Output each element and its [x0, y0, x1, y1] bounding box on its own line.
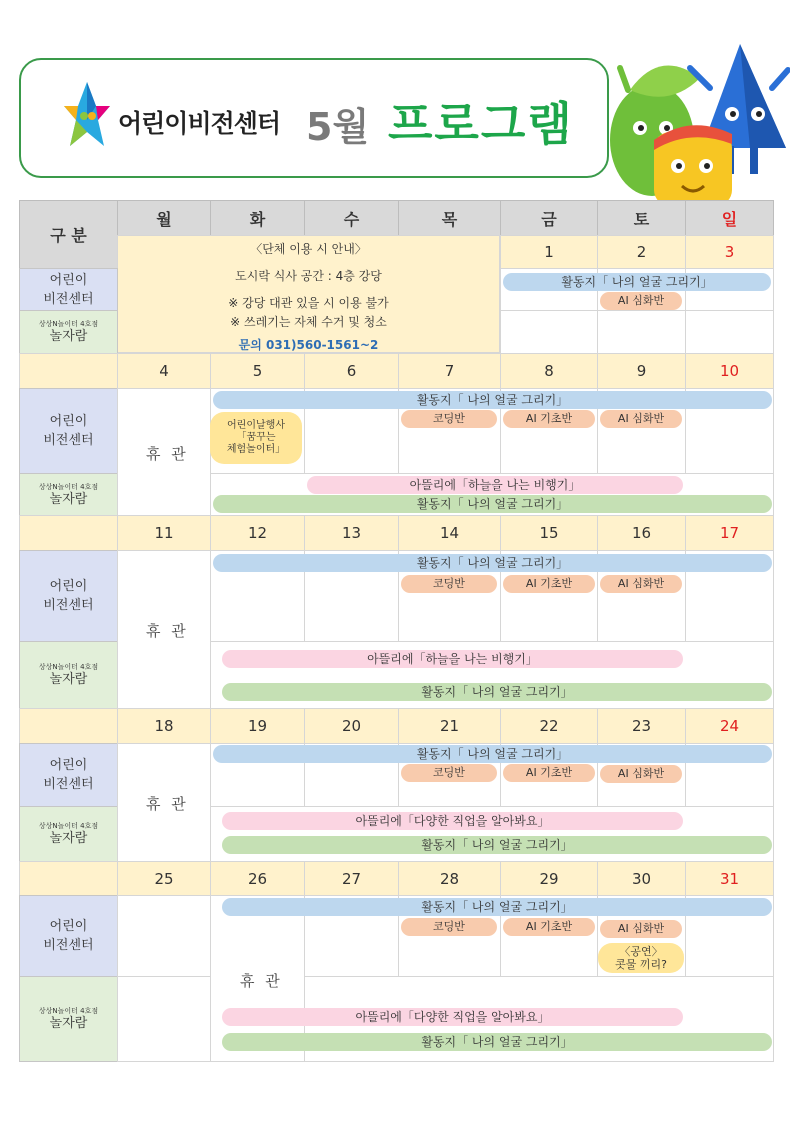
- date-cell-sunday: 10: [685, 353, 774, 389]
- program-face-drawing: 활동지「 나의 얼굴 그리기」: [222, 898, 772, 916]
- date-cell: 27: [304, 861, 399, 896]
- row-label-playground: 상상N놀이터 4호점 놀자람: [19, 473, 118, 516]
- row-label-playground: 상상N놀이터 4호점 놀자람: [19, 641, 118, 709]
- program-face-drawing: 활동지「 나의 얼굴 그리기」: [213, 495, 772, 513]
- date-cell: 25: [117, 861, 211, 896]
- corner-header: 구 분: [19, 200, 118, 269]
- date-cell: 18: [117, 708, 211, 744]
- program-ai-advanced: AI 심화반: [600, 765, 682, 783]
- program-atelier-jobs: 아뜰리에「다양한 직업을 알아봐요」: [222, 812, 683, 830]
- event-childrens-day: 어린이날행사 「꿈꾸는 체험놀이터」: [210, 412, 302, 464]
- logo-star-icon: [62, 80, 112, 152]
- row-label-vision-center: 어린이 비전센터: [19, 895, 118, 977]
- program-atelier-airplane: 아뜰리에「하늘을 나는 비행기」: [307, 476, 683, 494]
- date-cell: 12: [210, 515, 305, 551]
- closed-label: 휴 관: [146, 622, 189, 640]
- notice-rule-2: ※ 쓰레기는 자체 수거 및 청소: [230, 315, 387, 329]
- day-header-wed: 수: [304, 200, 399, 236]
- date-cell: 13: [304, 515, 399, 551]
- date-cell: 9: [597, 353, 686, 389]
- program-atelier-jobs: 아뜰리에「다양한 직업을 알아봐요」: [222, 1008, 683, 1026]
- program-face-drawing: 활동지「 나의 얼굴 그리기」: [222, 836, 772, 854]
- date-cell: 14: [398, 515, 501, 551]
- day-header-fri: 금: [500, 200, 598, 236]
- program-coding: 코딩반: [401, 918, 497, 936]
- day-header-sat: 토: [597, 200, 686, 236]
- date-cell: 22: [500, 708, 598, 744]
- row-label-vision-center: 어린이 비전센터: [19, 550, 118, 642]
- date-cell: 11: [117, 515, 211, 551]
- date-cell: 29: [500, 861, 598, 896]
- program-ai-basic: AI 기초반: [503, 410, 595, 428]
- row-label-vision-center: 어린이 비전센터: [19, 388, 118, 474]
- day-header-thu: 목: [398, 200, 501, 236]
- row-label-playground: 상상N놀이터 4호점 놀자람: [19, 806, 118, 862]
- date-cell: 19: [210, 708, 305, 744]
- day-header-tue: 화: [210, 200, 305, 236]
- program-face-drawing: 활동지「 나의 얼굴 그리기」: [213, 391, 772, 409]
- date-cell: 2: [597, 235, 686, 269]
- program-atelier-airplane: 아뜰리에「하늘을 나는 비행기」: [222, 650, 683, 668]
- mascot-illustration: [590, 28, 790, 208]
- event-performance: 〈공연〉 콧물 끼리?: [598, 943, 684, 973]
- program-face-drawing: 활동지「 나의 얼굴 그리기」: [222, 1033, 772, 1051]
- date-cell-sunday: 3: [685, 235, 774, 269]
- program-coding: 코딩반: [401, 575, 497, 593]
- closed-label: 휴 관: [240, 972, 283, 990]
- date-cell: 20: [304, 708, 399, 744]
- program-face-drawing: 활동지「 나의 얼굴 그리기」: [222, 683, 772, 701]
- group-usage-notice: [117, 235, 500, 353]
- date-cell: 26: [210, 861, 305, 896]
- program-ai-advanced: AI 심화반: [600, 292, 682, 310]
- day-header-mon: 월: [117, 200, 211, 236]
- date-cell: 7: [398, 353, 501, 389]
- date-cell: 30: [597, 861, 686, 896]
- org-name: 어린이비전센터: [118, 109, 281, 138]
- day-header-sun: 일: [685, 200, 774, 236]
- closed-label: 휴 관: [146, 795, 189, 813]
- notice-rule-1: ※ 강당 대관 있을 시 이용 불가: [228, 296, 389, 310]
- date-cell: 8: [500, 353, 598, 389]
- date-cell: 16: [597, 515, 686, 551]
- date-cell-sunday: 31: [685, 861, 774, 896]
- row-label-playground: 상상N놀이터 4호점 놀자람: [19, 310, 118, 354]
- date-cell-sunday: 24: [685, 708, 774, 744]
- program-face-drawing: 활동지「 나의 얼굴 그리기」: [213, 745, 772, 763]
- program-face-drawing: 활동지「 나의 얼굴 그리기」: [213, 554, 772, 572]
- date-cell: 1: [500, 235, 598, 269]
- program-coding: 코딩반: [401, 410, 497, 428]
- program-ai-basic: AI 기초반: [503, 575, 595, 593]
- notice-lunch-space: 도시락 식사 공간 : 4층 강당: [235, 269, 382, 283]
- row-label-vision-center: 어린이 비전센터: [19, 743, 118, 807]
- closed-label: 휴 관: [146, 445, 189, 463]
- date-cell: 5: [210, 353, 305, 389]
- date-cell: 15: [500, 515, 598, 551]
- program-ai-basic: AI 기초반: [503, 918, 595, 936]
- program-face-drawing: 활동지「 나의 얼굴 그리기」: [503, 273, 771, 291]
- date-cell: 4: [117, 353, 211, 389]
- program-title: 프로그램: [388, 97, 574, 151]
- row-label-vision-center: 어린이 비전센터: [19, 268, 118, 311]
- program-ai-advanced: AI 심화반: [600, 575, 682, 593]
- notice-title: 〈단체 이용 시 안내〉: [250, 242, 367, 256]
- date-cell: 28: [398, 861, 501, 896]
- program-ai-basic: AI 기초반: [503, 764, 595, 782]
- row-label-playground: 상상N놀이터 4호점 놀자람: [19, 976, 118, 1062]
- program-coding: 코딩반: [401, 764, 497, 782]
- date-cell: 21: [398, 708, 501, 744]
- date-cell: 23: [597, 708, 686, 744]
- date-cell-sunday: 17: [685, 515, 774, 551]
- date-cell: 6: [304, 353, 399, 389]
- program-ai-advanced: AI 심화반: [600, 920, 682, 938]
- notice-contact: 문의 031)560-1561~2: [238, 338, 379, 352]
- program-ai-advanced: AI 심화반: [600, 410, 682, 428]
- month-title: 5월: [306, 105, 370, 149]
